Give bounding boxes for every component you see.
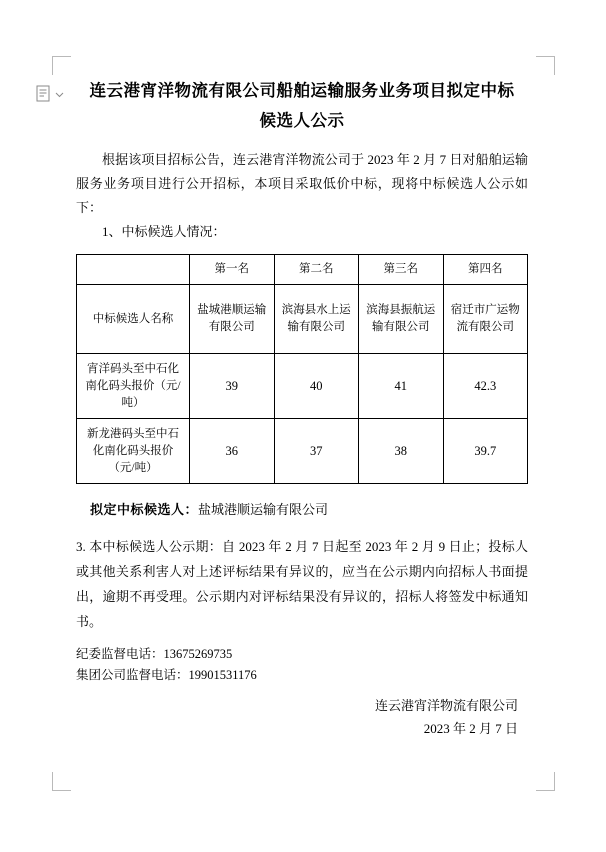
chevron-down-icon — [55, 90, 64, 99]
table-header-row — [77, 255, 528, 285]
table-cell-price2-3: 38 — [359, 419, 444, 484]
signature-block — [76, 694, 528, 740]
table-row — [77, 419, 528, 484]
table-corner-cell — [77, 255, 190, 285]
table-col-header-2: 第二名 — [274, 255, 359, 285]
document-icon[interactable] — [36, 84, 66, 104]
table-cell-candidate-2: 滨海县水上运输有限公司 — [274, 285, 359, 354]
page-title-line1: 连云港宵洋物流有限公司船舶运输服务业务项目拟定中标 — [89, 81, 515, 100]
table-col-header-1: 第一名 — [190, 255, 275, 285]
table-cell-price2-1: 36 — [190, 419, 275, 484]
page-title-line2: 候选人公示 — [259, 111, 345, 130]
selected-candidate-value: 盐城港顺运输有限公司 — [198, 502, 329, 517]
table-row-header-price-route-2: 新龙港码头至中石化南化码头报价（元/吨） — [77, 419, 190, 484]
supervision-phone-group: 集团公司监督电话：19901531176 — [76, 668, 257, 682]
table-cell-price2-4: 39.7 — [443, 419, 528, 484]
crop-mark-top-left — [52, 56, 71, 75]
table-cell-price1-4: 42.3 — [443, 354, 528, 419]
supervision-phones — [76, 644, 528, 686]
table-col-header-3: 第三名 — [359, 255, 444, 285]
table-cell-candidate-4: 宿迁市广运物流有限公司 — [443, 285, 528, 354]
signature-date: 2023 年 2 月 7 日 — [423, 721, 518, 736]
table-cell-candidate-1: 盐城港顺运输有限公司 — [190, 285, 275, 354]
selected-candidate-label: 拟定中标候选人： — [90, 502, 199, 517]
signature-company: 连云港宵洋物流有限公司 — [374, 698, 518, 713]
document-icon-glyph — [36, 85, 52, 103]
document-body — [76, 76, 528, 740]
table-cell-price2-2: 37 — [274, 419, 359, 484]
table-row-header-candidate-name: 中标候选人名称 — [77, 285, 190, 354]
table-cell-price1-1: 39 — [190, 354, 275, 419]
paragraph-intro: 根据该项目招标公告，连云港宵洋物流公司于 2023 年 2 月 7 日对船舶运输服务业务项目进行公开招标，本项目采取低价中标，现将中标候选人公示如下： — [76, 152, 528, 215]
paragraph-list-item-1: 1、中标候选人情况： — [102, 224, 226, 239]
supervision-phone-discipline: 纪委监督电话：13675269735 — [76, 647, 233, 661]
crop-mark-bottom-right — [536, 772, 555, 791]
selected-candidate-statement — [76, 498, 528, 522]
table-cell-price1-2: 40 — [274, 354, 359, 419]
table-col-header-4: 第四名 — [443, 255, 528, 285]
table-cell-candidate-3: 滨海县振航运输有限公司 — [359, 285, 444, 354]
paragraph-list-item-3: 3. 本中标候选人公示期：自 2023 年 2 月 7 日起至 2023 年 2 月 9 日止；投标人或其他关系利害人对上述评标结果有异议的，应当在公示期内向招标人书面提出，逾期不再受理。公示期内对评标结果没有异议的，招标人将签发中标通知书。 — [76, 539, 528, 629]
table-cell-price1-3: 41 — [359, 354, 444, 419]
table-row-header-price-route-1: 宵洋码头至中石化南化码头报价（元/吨） — [77, 354, 190, 419]
table-row — [77, 354, 528, 419]
crop-mark-bottom-left — [52, 772, 71, 791]
crop-mark-top-right — [536, 56, 555, 75]
table-row — [77, 285, 528, 354]
bid-candidates-table — [76, 254, 528, 484]
page-title — [76, 76, 528, 136]
